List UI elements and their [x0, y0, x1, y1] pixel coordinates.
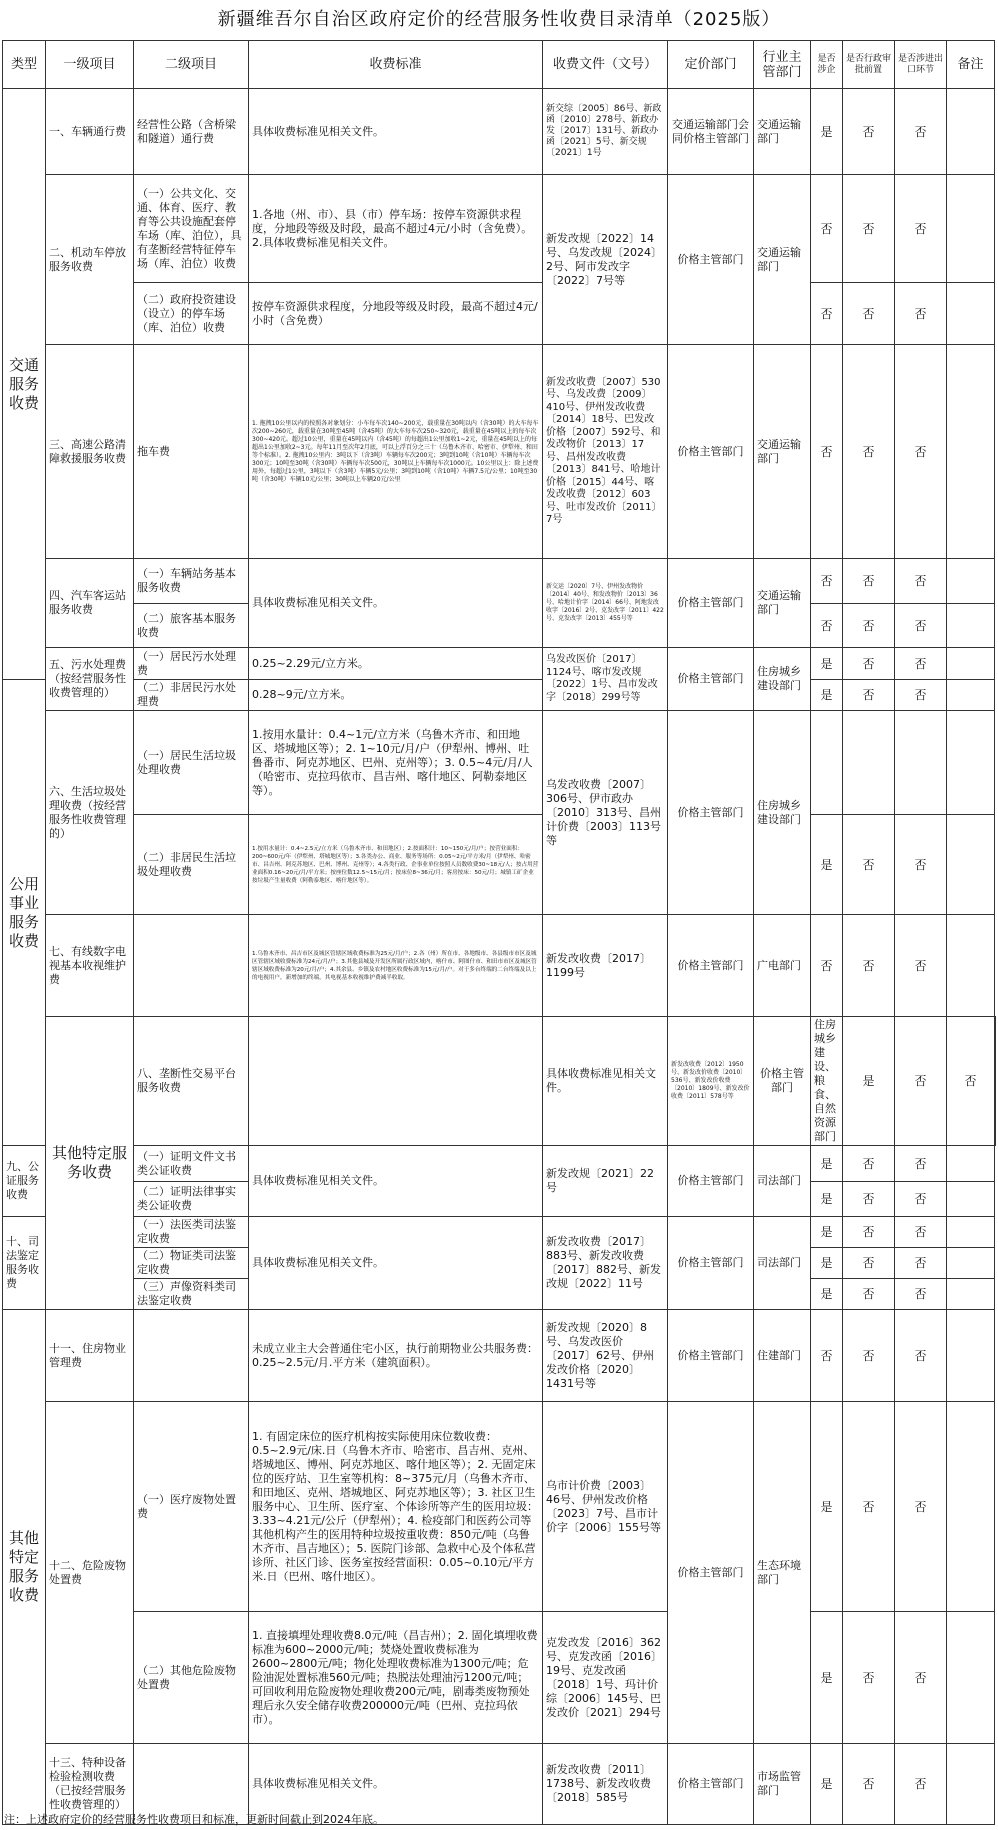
header-import-export: 是否涉进出口环节 [895, 41, 947, 89]
standard-cell: 1. 拖拽10公里以内的按照各对象划分：小车每车次140~200元，载重量在30吨以内（含30吨）的大车每车次200~260元，载重量在30吨至45吨（含45吨）的大车每车次250~320元，载重量在45吨以上的每车次300~420元。超过10公里，重量在45吨以内（含45吨）的每超出1公里加收1~2元，重量在45吨以上的每超出1公里加收2~3元。每年11月至次年2月底，可以上浮百分之三十（乌鲁木齐市、哈密市、伊犁州、和田等个标准）。2. 拖拽10公里内：3吨以下（含3吨）车辆每车次200元；3吨到10吨（含10吨）车辆每车次300元；10吨至30吨（含30吨）车辆每车次500元，30吨以上车辆每车次1000元。10公里以上：除上述费用外，每超过1公里，3吨以下（含3吨）车辆5元/公里；3吨到10吨（含10吨）车辆7.5元/公里；10吨至30吨（含30吨）车辆10元/公里；30吨以上车辆20元/公里 [249, 345, 543, 559]
standard-cell: 1.各地（州、市）、县（市）停车场：按停车资源供求程度，分地段等级及时段，最高不超过4元/小时（含免费）。2.具体收费标准见相关文件。 [249, 175, 543, 283]
industry-dept-cell: 住建部门 [754, 1310, 811, 1402]
table-row: 七、有线数字电视基本收视维护费 1.乌鲁木齐市、昌吉市区及城区管辖区域收费标准为25元/月/户；2.各（州）所在市、各地级市、各县级市市区及城区管辖区域收费标准为24元/月/户；3.其他县城及开发区所属行政区域内，喀什市、阿图什市、和田市市区及城区管辖区域收费标准为20元/月/户；4.其余县、乡镇及农村地区收费标准为15元/月/户。对于多台终端的二台终端及以上的电视用户，新增加的终端，其电视基本收视维护费减半收取。 新发改收费〔2017〕1199号 价格主管部门 广电部门 否 否 否 [3, 915, 996, 1017]
level2-cell: 经营性公路（含桥梁和隧道）通行费 [134, 89, 249, 175]
table-row: （二）其他危险废物处置费 1. 直接填埋处理收费8.0元/吨（昌吉州）；2. 固化填埋收费标准为600~2000元/吨；焚烧处置收费标准为2600~2800元/吨；物化处理收费标准为1300元/吨；危险油泥处置标准560元/吨；热脱法处理油污1200元/吨；可回收利用危险废物处理收费200元/吨，剧毒类废物预处理后永久安全储存收费200000元/吨（巴州、克拉玛依市）。 克发改发〔2016〕362号、克发改函〔2016〕19号、克发改函〔2018〕1号、玛计价综〔2006〕145号、巴发改价〔2021〕294号 是 否 否 [3, 1612, 996, 1744]
level2-cell: （二）非居民污水处理费 [134, 680, 249, 711]
level1-cell: 一、车辆通行费 [46, 89, 134, 175]
table-row: 三、高速公路清障救援服务收费 拖车费 1. 拖拽10公里以内的按照各对象划分：小车每车次140~200元，载重量在30吨以内（含30吨）的大车每车次200~260元，载重量在30吨至45吨（含45吨）的大车每车次250~320元，载重量在45吨以上的每车次300~420元。超过10公里，重量在45吨以内（含45吨）的每超出1公里加收1~2元，重量在45吨以上的每超出1公里加收2~3元。每年11月至次年2月底，可以上浮百分之三十（乌鲁木齐市、哈密市、伊犁州、和田等个标准）。2. 拖拽10公里内：3吨以下（含3吨）车辆每车次200元；3吨到10吨（含10吨）车辆每车次300元；10吨至30吨（含30吨）车辆每车次500元，30吨以上车辆每车次1000元。10公里以上：除上述费用外，每超过1公里，3吨以下（含3吨）车辆5元/公里；3吨到10吨（含10吨）车辆7.5元/公里；10吨至30吨（含30吨）车辆10元/公里；30吨以上车辆20元/公里 新发改收费〔2007〕530号、乌发改费〔2009〕410号、伊州发改收费〔2014〕18号、巴发改价格〔2007〕592号、和发改物价〔2013〕17号、昌州发改收费〔2013〕841号、哈地计价格〔2015〕44号、喀发改收费〔2012〕603号、吐市发改价〔2011〕7号 价格主管部门 交通运输部门 否 否 否 [3, 345, 996, 559]
document-cell: 乌发改医价〔2017〕1124号、喀市发改规〔2022〕1号、昌市发改字〔2018〕299号等 [543, 648, 668, 711]
level2-cell: （一）公共文化、交通、体育、医疗、教育等公共设施配套停车场（库、泊位），具有垄断经营特征停车场（库、泊位）收费 [134, 175, 249, 283]
header-approval: 是否行政审批前置 [843, 41, 895, 89]
document-cell: 新发改规〔2022〕14号、乌发改规〔2024〕2号、阿市发改字〔2022〕7号等 [543, 175, 668, 345]
level2-cell: （三）声像资料类司法鉴定收费 [134, 1279, 249, 1310]
table-row: 五、污水处理费（按经营服务性收费管理的） （一）居民污水处理费 0.25~2.29元/立方米。 乌发改医价〔2017〕1124号、喀市发改规〔2022〕1号、昌市发改字〔2018〕299号等 价格主管部门 住房城乡建设部门 是 否 否 [3, 648, 996, 680]
standard-cell: 具体收费标准见相关文件。 [249, 559, 543, 648]
standard-cell: 具体收费标准见相关文件。 [543, 1017, 668, 1146]
category-cell: 公用事业服务收费 [3, 680, 46, 1146]
table-row: （二）旅客基本服务收费 否 否 否 [3, 604, 996, 648]
header-standard: 收费标准 [249, 41, 543, 89]
level2-cell: （二）非居民生活垃圾处理收费 [134, 815, 249, 915]
standard-cell: 未成立业主大会普通住宅小区，执行前期物业公共服务费：0.25~2.5元/月.平方米（建筑面积）。 [249, 1310, 543, 1402]
table-row: 其他特定服务收费 八、垄断性交易平台服务收费 具体收费标准见相关文件。 新发改收费〔2012〕1950号、新发改价收费〔2010〕536号、新发改价收费〔2010〕1809号、新发改价收费〔2011〕578号等 价格主管部门 住房城乡建设、粮食、自然资源部门 是 否 否 [3, 1017, 996, 1146]
table-row: （二）政府投资建设（设立）的停车场（库、泊位）收费 按停车资源供求程度，分地段等级及时段，最高不超过4元/小时（含免费） 否 否 否 [3, 283, 996, 345]
footnote: 注：上述政府定价的经营服务性收费项目和标准，更新时间截止到2024年底。 [4, 1813, 384, 1826]
header-level1: 一级项目 [46, 41, 134, 89]
standard-cell: 0.25~2.29元/立方米。 [249, 648, 543, 680]
header-remarks: 备注 [947, 41, 995, 89]
standard-cell: 具体收费标准见相关文件。 [249, 89, 543, 175]
pricing-dept-cell: 交通运输部门会同价格主管部门 [668, 89, 754, 175]
table-row: 十、司法鉴定服务收费 （一）法医类司法鉴定收费 具体收费标准见相关文件。 新发改收费〔2017〕883号、新发改收费〔2017〕882号、新发改规〔2022〕11号 价格主管部门 司法部门 是 否 否 [3, 1217, 996, 1248]
standard-cell: 0.28~9元/立方米。 [249, 680, 543, 711]
standard-cell: 1.乌鲁木齐市、昌吉市区及城区管辖区域收费标准为25元/月/户；2.各（州）所在市、各地级市、各县级市市区及城区管辖区域收费标准为24元/月/户；3.其他县城及开发区所属行政区域内，喀什市、阿图什市、和田市市区及城区管辖区域收费标准为20元/月/户；4.其余县、乡镇及农村地区收费标准为15元/月/户。对于多台终端的二台终端及以上的电视用户，新增加的终端，其电视基本收视维护费减半收取。 [249, 915, 543, 1017]
level1-cell: 二、机动车停放服务收费 [46, 175, 134, 345]
level1-cell: 十三、特种设备检验检测收费（已按经营服务性收费管理的） [46, 1744, 134, 1825]
table-row: 其他特定服务收费 十一、住房物业管理费 未成立业主大会普通住宅小区，执行前期物业公共服务费：0.25~2.5元/月.平方米（建筑面积）。 新发改规〔2020〕8号、乌发改医价〔2017〕62号、伊州发改价格〔2020〕1431号等 价格主管部门 住建部门 否 否 否 [3, 1310, 996, 1402]
level1-cell: 四、汽车客运站服务收费 [46, 559, 134, 648]
table-row: （二）物证类司法鉴定收费 是 否 否 [3, 1248, 996, 1279]
standard-cell: 具体收费标准见相关文件。 [249, 1744, 543, 1825]
level1-cell: 六、生活垃圾处理收费（按经营服务性收费管理的） [46, 711, 134, 915]
standard-cell: 1.按用水量计：0.4~2.5元/立方米（乌鲁木齐市、和田地区）；2.按面积计：10~150元/月/户；按营业面积：200~600元/年（伊犁州、塔城地区等）；3.各类办公、商业、服务等场所：0.05~2元/平方米/月（伊犁州、哈密市、昌吉州、阿克苏地区、巴州、博州、克州等）；4.各类行政、企事业单位按照人员数收费30~18元/人；按占用营业面积0.16~20元/月/平方米；按座位数12.5~15元/月；按床位8~36元/月；客房按床：50元/月；城镇工矿企业按垃圾产生量收费（阿勒泰地区、喀什地区等）。 [249, 815, 543, 915]
table-row: 交通服务收费 一、车辆通行费 经营性公路（含桥梁和隧道）通行费 具体收费标准见相关文件。 新交综〔2005〕86号、新政函〔2010〕278号、新政办发〔2017〕131号、新政办函〔2021〕5号、新交规〔2021〕1号 交通运输部门会同价格主管部门 交通运输部门 是 否 否 [3, 89, 996, 175]
fee-catalog-table [2, 40, 996, 1825]
header-type: 类型 [3, 41, 46, 89]
header-industry-dept: 行业主管部门 [754, 41, 811, 89]
table-row: 十三、特种设备检验检测收费（已按经营服务性收费管理的） 具体收费标准见相关文件。 新发改收费〔2011〕1738号、新发改收费〔2018〕585号 价格主管部门 市场监管部门 是 否 否 [3, 1744, 996, 1825]
level2-cell: （二）证明法律事实类公证收费 [134, 1182, 249, 1217]
level1-cell: 十二、危险废物处置费 [46, 1402, 134, 1744]
document-cell: 新发改收费〔2017〕1199号 [543, 915, 668, 1017]
table-row: 九、公证服务收费 （一）证明文件文书类公证收费 具体收费标准见相关文件。 新发改规〔2021〕22号 价格主管部门 司法部门 是 否 否 [3, 1146, 996, 1182]
document-cell: 新交综〔2005〕86号、新政函〔2010〕278号、新政办发〔2017〕131号、新政办函〔2021〕5号、新交规〔2021〕1号 [543, 89, 668, 175]
industry-dept-cell: 广电部门 [754, 915, 811, 1017]
document-cell: 克发改发〔2016〕362号、克发改函〔2016〕19号、克发改函〔2018〕1号、玛计价综〔2006〕145号、巴发改价〔2021〕294号 [543, 1612, 668, 1744]
standard-cell: 1. 直接填埋处理收费8.0元/吨（昌吉州）；2. 固化填埋收费标准为600~2000元/吨；焚烧处置收费标准为2600~2800元/吨；物化处理收费标准为1300元/吨；危险油泥处置标准560元/吨；热脱法处理油污1200元/吨；可回收利用危险废物处理收费200元/吨，剧毒类废物预处理后永久安全储存收费200000元/吨（巴州、克拉玛依市）。 [249, 1612, 543, 1744]
standard-cell: 具体收费标准见相关文件。 [249, 1146, 543, 1217]
document-cell: 新交运〔2020〕7号、伊州发改物价〔2014〕40号、和发改物价〔2013〕36号、哈地计价字〔2014〕66号、阿地发改收字〔2016〕2号、克发改字〔2011〕422号、克发改字〔2013〕455号等 [543, 559, 668, 648]
table-row: 六、生活垃圾处理收费（按经营服务性收费管理的） （一）居民生活垃圾处理收费 1.按用水量计：0.4~1元/立方米（乌鲁木齐市、和田地区、塔城地区等）；2. 1~10元/月/户（伊犁州、博州、吐鲁番市、阿克苏地区、巴州、克州等）；3. 0.5~4元/月/人（哈密市、克拉玛依市、昌吉州、喀什地区、阿勒泰地区等）。 乌发改收费〔2007〕306号、伊市政办〔2010〕313号、昌州计价费〔2003〕113号等 价格主管部门 住房城乡建设部门 [3, 711, 996, 815]
header-row [3, 41, 996, 89]
level1-cell: 十一、住房物业管理费 [46, 1310, 134, 1402]
document-cell: 新发改收费〔2012〕1950号、新发改价收费〔2010〕536号、新发改价收费〔2010〕1809号、新发改价收费〔2011〕578号等 [668, 1017, 754, 1146]
table-row: （三）声像资料类司法鉴定收费 是 否 否 [3, 1279, 996, 1310]
document-title: 新疆维吾尔自治区政府定价的经营服务性收费目录清单（2025版） [217, 9, 781, 30]
level2-cell: （一）医疗废物处置费 [134, 1402, 249, 1612]
industry-dept-cell: 市场监管部门 [754, 1744, 811, 1825]
level2-cell: （二）物证类司法鉴定收费 [134, 1248, 249, 1279]
table-row: 十二、危险废物处置费 （一）医疗废物处置费 1. 有固定床位的医疗机构按实际使用床位数收费：0.5~2.9元/床.日（乌鲁木齐市、哈密市、昌吉州、克州、塔城地区、博州、阿克苏地区、喀什地区等）；2. 无固定床位的医疗站、卫生室等机构：8~375元/月（乌鲁木齐市、和田地区、克州、塔城地区、阿克苏地区等）；3. 社区卫生服务中心、卫生所、医疗室、个体诊所等产生的医用垃圾：3.33~4.21元/公斤（伊犁州）；4. 检疫部门和医药公司等其他机构产生的医用特种垃圾按重收费：850元/吨（乌鲁木齐市、昌吉地区）；5. 医院门诊部、急救中心及个体私营诊所、社区门诊、医务室按经营面积：0.05~0.10元/平方米.日（巴州、喀什地区）。 乌市计价费〔2003〕46号、伊州发改价格〔2023〕7号、昌市计价字〔2006〕155号等 价格主管部门 生态环境部门 是 否 否 [3, 1402, 996, 1612]
header-pricing-dept: 定价部门 [668, 41, 754, 89]
document-cell: 新发改收费〔2007〕530号、乌发改费〔2009〕410号、伊州发改收费〔2014〕18号、巴发改价格〔2007〕592号、和发改物价〔2013〕17号、昌州发改收费〔2013〕841号、哈地计价格〔2015〕44号、喀发改收费〔2012〕603号、吐市发改价〔2011〕7号 [543, 345, 668, 559]
level1-cell: 三、高速公路清障救援服务收费 [46, 345, 134, 559]
level2-cell: （一）法医类司法鉴定收费 [134, 1217, 249, 1248]
level2-cell: （二）政府投资建设（设立）的停车场（库、泊位）收费 [134, 283, 249, 345]
level2-cell: 拖车费 [134, 345, 249, 559]
category-cell: 交通服务收费 [3, 89, 46, 680]
document-cell: 新发改收费〔2017〕883号、新发改收费〔2017〕882号、新发改规〔2022〕11号 [543, 1217, 668, 1310]
category-cell: 其他特定服务收费 [46, 1017, 134, 1310]
standard-cell: 1. 有固定床位的医疗机构按实际使用床位数收费：0.5~2.9元/床.日（乌鲁木齐市、哈密市、昌吉州、克州、塔城地区、博州、阿克苏地区、喀什地区等）；2. 无固定床位的医疗站、卫生室等机构：8~375元/月（乌鲁木齐市、和田地区、克州、塔城地区、阿克苏地区等）；3. 社区卫生服务中心、卫生所、医疗室、个体诊所等产生的医用垃圾：3.33~4.21元/公斤（伊犁州）；4. 检疫部门和医药公司等其他机构产生的医用特种垃圾按重收费：850元/吨（乌鲁木齐市、昌吉地区）；5. 医院门诊部、急救中心及个体私营诊所、社区门诊、医务室按经营面积：0.05~0.10元/平方米.日（巴州、喀什地区）。 [249, 1402, 543, 1612]
industry-dept-cell: 生态环境部门 [754, 1402, 811, 1744]
header-document: 收费文件（文号） [543, 41, 668, 89]
level1-cell: 七、有线数字电视基本收视维护费 [46, 915, 134, 1017]
standard-cell: 具体收费标准见相关文件。 [249, 1217, 543, 1310]
document-cell: 新发改规〔2021〕22号 [543, 1146, 668, 1217]
level1-cell: 九、公证服务收费 [3, 1146, 46, 1217]
level2-cell: （一）居民生活垃圾处理收费 [134, 711, 249, 815]
header-level2: 二级项目 [134, 41, 249, 89]
level1-cell: 五、污水处理费（按经营服务性收费管理的） [46, 648, 134, 711]
level1-cell: 八、垄断性交易平台服务收费 [134, 1017, 249, 1146]
level1-cell: 十、司法鉴定服务收费 [3, 1217, 46, 1310]
level2-cell: （一）居民污水处理费 [134, 648, 249, 680]
category-cell: 其他特定服务收费 [3, 1310, 46, 1825]
document-cell: 新发改收费〔2011〕1738号、新发改收费〔2018〕585号 [543, 1744, 668, 1825]
standard-cell: 按停车资源供求程度，分地段等级及时段，最高不超过4元/小时（含免费） [249, 283, 543, 345]
table-row: 二、机动车停放服务收费 （一）公共文化、交通、体育、医疗、教育等公共设施配套停车场（库、泊位），具有垄断经营特征停车场（库、泊位）收费 1.各地（州、市）、县（市）停车场：按停车资源供求程度，分地段等级及时段，最高不超过4元/小时（含免费）。2.具体收费标准见相关文件。 新发改规〔2022〕14号、乌发改规〔2024〕2号、阿市发改字〔2022〕7号等 价格主管部门 交通运输部门 否 否 否 [3, 175, 996, 283]
table-row: （二）证明法律事实类公证收费 是 否 否 [3, 1182, 996, 1217]
industry-dept-cell: 住房城乡建设、粮食、自然资源部门 [811, 1017, 843, 1146]
table-row: （二）非居民生活垃圾处理收费 1.按用水量计：0.4~2.5元/立方米（乌鲁木齐市、和田地区）；2.按面积计：10~150元/月/户；按营业面积：200~600元/年（伊犁州、塔城地区等）；3.各类办公、商业、服务等场所：0.05~2元/平方米/月（伊犁州、哈密市、昌吉州、阿克苏地区、巴州、博州、克州等）；4.各类行政、企事业单位按照人员数收费30~18元/人；按占用营业面积0.16~20元/月/平方米；按座位数12.5~15元/月；按床位8~36元/月；客房按床：50元/月；城镇工矿企业按垃圾产生量收费（阿勒泰地区、喀什地区等）。 是 否 否 [3, 815, 996, 915]
level2-cell: （二）旅客基本服务收费 [134, 604, 249, 648]
level2-cell: （一）车辆站务基本服务收费 [134, 559, 249, 604]
document-cell: 乌发改收费〔2007〕306号、伊市政办〔2010〕313号、昌州计价费〔2003〕113号等 [543, 711, 668, 915]
header-enterprise: 是否涉企 [811, 41, 843, 89]
level2-cell: （一）证明文件文书类公证收费 [134, 1146, 249, 1182]
industry-dept-cell: 交通运输部门 [754, 89, 811, 175]
standard-cell: 1.按用水量计：0.4~1元/立方米（乌鲁木齐市、和田地区、塔城地区等）；2. 1~10元/月/户（伊犁州、博州、吐鲁番市、阿克苏地区、巴州、克州等）；3. 0.5~4元/月/人（哈密市、克拉玛依市、昌吉州、喀什地区、阿勒泰地区等）。 [249, 711, 543, 815]
document-cell: 新发改规〔2020〕8号、乌发改医价〔2017〕62号、伊州发改价格〔2020〕1431号等 [543, 1310, 668, 1402]
level2-cell: （二）其他危险废物处置费 [134, 1612, 249, 1744]
document-cell: 乌市计价费〔2003〕46号、伊州发改价格〔2023〕7号、昌市计价字〔2006〕155号等 [543, 1402, 668, 1612]
table-row: 公用事业服务收费 （二）非居民污水处理费 0.28~9元/立方米。 是 否 否 [3, 680, 996, 711]
table-row: 四、汽车客运站服务收费 （一）车辆站务基本服务收费 具体收费标准见相关文件。 新交运〔2020〕7号、伊州发改物价〔2014〕40号、和发改物价〔2013〕36号、哈地计价字〔2014〕66号、阿地发改收字〔2016〕2号、克发改字〔2011〕422号、克发改字〔2013〕455号等 价格主管部门 交通运输部门 否 否 否 [3, 559, 996, 604]
